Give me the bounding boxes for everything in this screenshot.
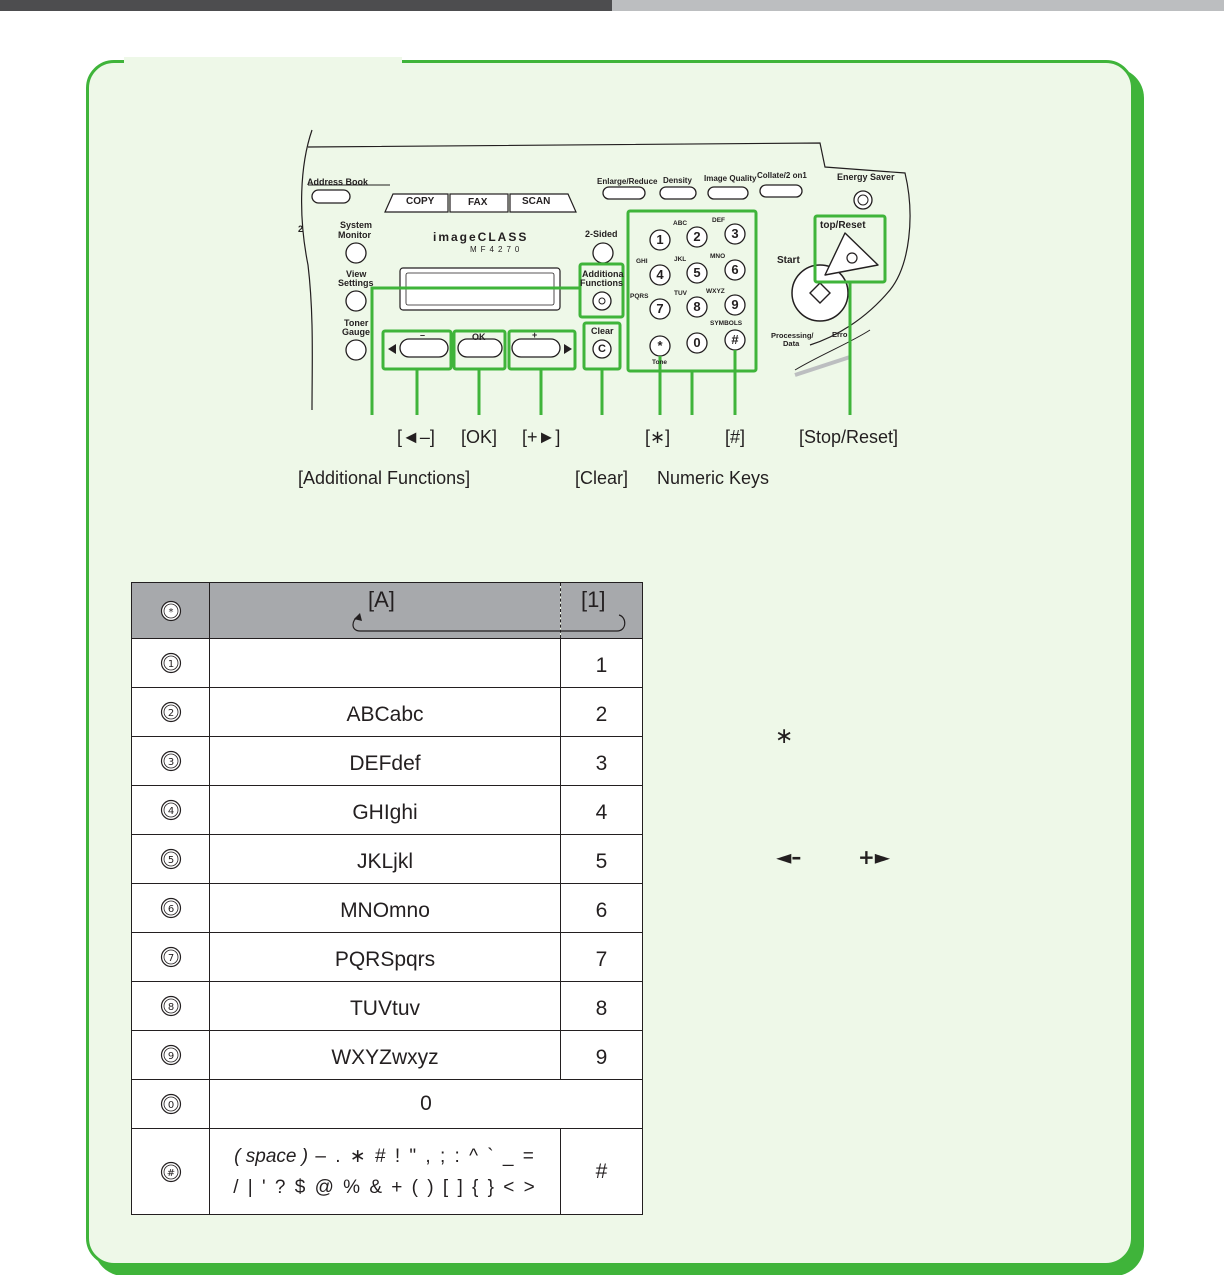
callout-minus-key: [◄–] xyxy=(397,427,435,447)
key-4-icon xyxy=(160,799,182,821)
letters-cell: TUVtuv xyxy=(210,982,561,1031)
keypad-key-1[interactable]: 1 xyxy=(656,232,664,247)
keypad-letters-symbols: SYMBOLS xyxy=(710,320,743,327)
key-cell xyxy=(132,933,210,982)
keypad-key-8[interactable]: 8 xyxy=(693,299,701,314)
model-name: MF4270 xyxy=(470,245,524,254)
number-cell: 3 xyxy=(561,737,643,786)
key-5-icon xyxy=(160,848,182,870)
number-cell: 1 xyxy=(561,639,643,688)
letter-mode-label: [A] xyxy=(368,587,395,612)
symbols-line-1 xyxy=(210,1141,560,1172)
number-cell: 6 xyxy=(561,884,643,933)
number-mode-label: [1] xyxy=(581,587,606,612)
scan-button-label: SCAN xyxy=(522,196,551,207)
keypad-key-3[interactable]: 3 xyxy=(731,226,739,241)
error-label: Erro xyxy=(832,330,848,339)
keypad-letters-mno: MNO xyxy=(710,253,726,260)
keypad-letters-tuv: TUV xyxy=(674,290,687,297)
mode-cycle-arrow xyxy=(348,605,563,635)
key-cell xyxy=(132,1031,210,1080)
left-2-label: 2 xyxy=(298,224,304,234)
side-plus-glyph: +► xyxy=(858,845,891,869)
header-number-mode-cell xyxy=(561,583,643,639)
space-label: ( space ) xyxy=(234,1145,309,1167)
character-entry-table xyxy=(131,582,643,1215)
letters-cell: PQRSpqrs xyxy=(210,933,561,982)
table-row xyxy=(132,982,643,1031)
ok-key-label: OK xyxy=(472,332,486,342)
keypad-letters-wxyz: WXYZ xyxy=(706,288,725,295)
key-cell xyxy=(132,786,210,835)
keypad-letters-pqrs: PQRS xyxy=(630,293,649,300)
key-cell xyxy=(132,1129,210,1215)
callout-ok-key: [OK] xyxy=(461,427,498,447)
keypad-letters-ghi: GHI xyxy=(636,258,648,265)
key-8-icon xyxy=(160,995,182,1017)
svg-text:4: 4 xyxy=(167,806,174,818)
key-cell xyxy=(132,639,210,688)
copy-button-label: COPY xyxy=(406,196,435,207)
table-row xyxy=(132,737,643,786)
processing-label-1: Processing/ xyxy=(771,331,814,340)
key-hash-icon xyxy=(160,1161,182,1183)
key-2-icon xyxy=(160,701,182,723)
side-star-glyph: ∗ xyxy=(775,724,794,749)
table-header-row xyxy=(132,583,643,639)
energy-saver-label: Energy Saver xyxy=(837,172,895,182)
symbols-line-1-chars: – . ∗ # ! " , ; : ^ ` _ = xyxy=(315,1145,536,1167)
number-cell: 7 xyxy=(561,933,643,982)
table-row-zero xyxy=(132,1080,643,1129)
two-sided-label: 2-Sided xyxy=(585,229,618,239)
table-row xyxy=(132,933,643,982)
clear-key-c: C xyxy=(598,343,606,355)
svg-text:2: 2 xyxy=(167,708,174,720)
key-cell xyxy=(132,884,210,933)
symbols-cell xyxy=(210,1129,561,1215)
letters-cell: DEFdef xyxy=(210,737,561,786)
density-label: Density xyxy=(663,176,692,185)
panel-tab-gap xyxy=(124,57,402,65)
brand-name: imageCLASS xyxy=(433,230,529,244)
side-minus-glyph: ◄– xyxy=(776,845,802,869)
keypad-key-6[interactable]: 6 xyxy=(731,262,739,277)
keypad-key-7[interactable]: 7 xyxy=(656,301,664,316)
image-quality-label: Image Quality xyxy=(704,174,757,183)
letters-cell: ABCabc xyxy=(210,688,561,737)
key-9-icon xyxy=(160,1044,182,1066)
svg-text:8: 8 xyxy=(167,1002,174,1014)
number-cell: 5 xyxy=(561,835,643,884)
keypad-key-5[interactable]: 5 xyxy=(693,265,701,280)
letters-cell xyxy=(210,639,561,688)
toner-gauge-label-2: Gauge xyxy=(342,327,371,337)
mode-cycle-return xyxy=(561,605,629,635)
svg-text:9: 9 xyxy=(167,1051,174,1063)
number-cell: 9 xyxy=(561,1031,643,1080)
svg-text:6: 6 xyxy=(167,904,174,916)
star-key-icon xyxy=(160,600,182,622)
key-cell xyxy=(132,688,210,737)
table-row xyxy=(132,884,643,933)
key-1-icon xyxy=(160,652,182,674)
plus-key-label: + xyxy=(532,330,538,340)
address-book-label: Address Book xyxy=(307,177,369,187)
table-row xyxy=(132,786,643,835)
number-cell: 2 xyxy=(561,688,643,737)
svg-text:#: # xyxy=(166,1167,175,1179)
view-settings-label-2: Settings xyxy=(338,278,374,288)
letters-cell: WXYZwxyz xyxy=(210,1031,561,1080)
processing-label-2: Data xyxy=(783,339,800,348)
key-7-icon xyxy=(160,946,182,968)
enlarge-reduce-label: Enlarge/Reduce xyxy=(597,177,658,186)
stop-reset-label: top/Reset xyxy=(820,220,866,231)
table-row xyxy=(132,1031,643,1080)
callout-stop-reset: [Stop/Reset] xyxy=(799,427,899,447)
number-cell: # xyxy=(561,1129,643,1215)
keypad-letters-jkl: JKL xyxy=(674,256,687,263)
zero-value-cell: 0 xyxy=(210,1080,643,1129)
header-bar-dark xyxy=(0,0,612,11)
svg-text:*: * xyxy=(168,606,173,618)
key-cell xyxy=(132,835,210,884)
control-panel-illustration xyxy=(290,125,930,415)
keypad-key-4[interactable]: 4 xyxy=(656,267,664,282)
callout-plus-key: [+►] xyxy=(522,427,561,447)
callout-additional-functions: [Additional Functions] xyxy=(298,468,471,488)
svg-text:1: 1 xyxy=(167,659,174,671)
key-6-icon xyxy=(160,897,182,919)
letters-cell: GHIghi xyxy=(210,786,561,835)
minus-key-label: – xyxy=(420,330,426,340)
header-letter-mode-cell xyxy=(210,583,561,639)
keypad-key-9[interactable]: 9 xyxy=(731,297,739,312)
svg-text:0: 0 xyxy=(167,1100,174,1112)
start-label: Start xyxy=(777,255,800,266)
letters-cell: MNOmno xyxy=(210,884,561,933)
number-cell: 8 xyxy=(561,982,643,1031)
callout-hash-key: [#] xyxy=(725,427,746,447)
number-cell: 4 xyxy=(561,786,643,835)
key-0-icon xyxy=(160,1093,182,1115)
letters-cell: JKLjkl xyxy=(210,835,561,884)
additional-functions-label-1: Additiona xyxy=(582,269,624,279)
table-row-symbols xyxy=(132,1129,643,1215)
keypad-key-star[interactable]: * xyxy=(657,338,663,353)
fax-button-label: FAX xyxy=(468,197,488,208)
toner-gauge-label-1: Toner xyxy=(344,318,369,328)
header-bar-light xyxy=(612,0,1224,11)
svg-text:3: 3 xyxy=(167,757,174,769)
additional-functions-label-2: Functions xyxy=(580,278,623,288)
tone-label: Tone xyxy=(652,359,668,366)
system-monitor-label-1: System xyxy=(340,220,373,230)
table-row xyxy=(132,639,643,688)
key-cell xyxy=(132,1080,210,1129)
keypad-key-2[interactable]: 2 xyxy=(693,229,701,244)
table-row xyxy=(132,835,643,884)
key-cell xyxy=(132,982,210,1031)
keypad-key-hash[interactable]: # xyxy=(731,332,739,347)
key-3-icon xyxy=(160,750,182,772)
header-key-cell xyxy=(132,583,210,639)
key-cell xyxy=(132,737,210,786)
system-monitor-label-2: Monitor xyxy=(338,230,371,240)
keypad-key-0[interactable]: 0 xyxy=(693,335,701,350)
callout-numeric-keys: Numeric Keys xyxy=(657,468,770,488)
symbols-line-2: / | ' ? $ @ % & + ( ) [ ] { } < > xyxy=(233,1176,537,1198)
keypad-letters-abc: ABC xyxy=(673,220,688,227)
keypad-letters-def: DEF xyxy=(712,217,725,224)
svg-text:5: 5 xyxy=(167,855,174,867)
clear-key-label: Clear xyxy=(591,326,614,336)
collate-label: Collate/2 on1 xyxy=(757,171,807,180)
callout-star-key: [∗] xyxy=(645,427,671,447)
view-settings-label-1: View xyxy=(346,269,367,279)
callout-clear: [Clear] xyxy=(575,468,629,488)
svg-text:7: 7 xyxy=(167,953,174,965)
table-row xyxy=(132,688,643,737)
